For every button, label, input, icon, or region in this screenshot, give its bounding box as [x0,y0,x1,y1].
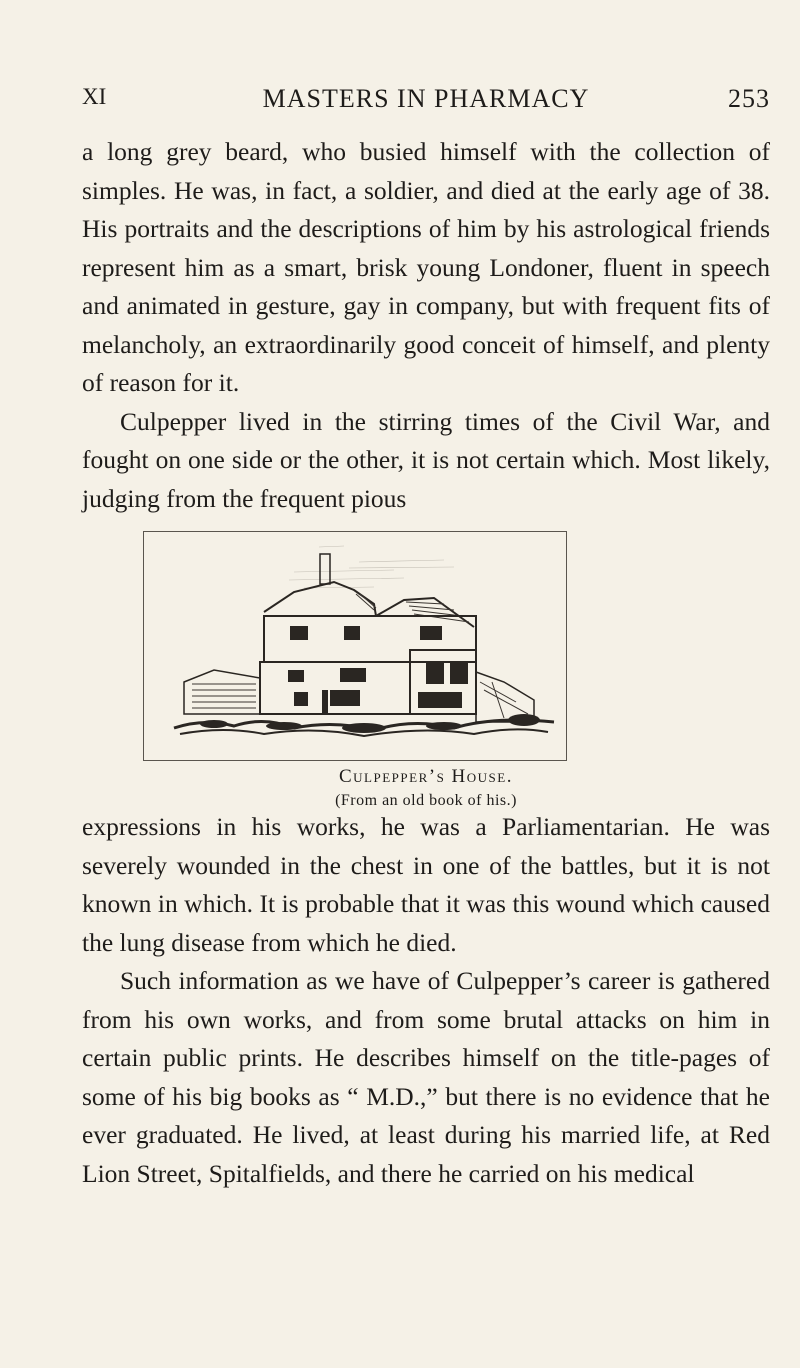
running-head [82,84,770,120]
paragraph: expressions in his works, he was a Parliamentarian. He was severely wounded in the chest in one of the battles, but it is not known in which. It is probable that it was this wound which caused the lung disease from which he died. [82,812,770,957]
body-text-top [82,133,770,518]
paragraph: Culpepper lived in the stirring times of the Civil War, and fought on one side or the other, it is not certain which. Most likely, judging from the frequent pious [82,406,770,513]
body-text-bottom [82,808,770,1193]
figure-caption: Culpepper’s House. [339,766,513,787]
house-illustration [143,531,567,761]
house-engraving [144,532,567,761]
running-title: MASTERS IN PHARMACY [262,84,590,113]
paragraph: a long grey beard, who busied himself with the collection of simples. He was, in fact, a soldier, and died at the early age of 38. His portraits and the descriptions of him by his astrological friends represent him as a smart, brisk young Londoner, fluent in speech and animated in gesture, gay in company, but with frequent fits of melancholy, an extraordinarily good conceit of himself, and plenty of reason for it. [82,137,770,397]
paragraph: Such information as we have of Culpepper’s career is gathered from his own works, and from some brutal attacks on him in certain public prints. He describes himself on the title-pages of some of his big books as “ M.D.,” but there is no evidence that he ever graduated. He lived, at least during his married life, at Red Lion Street, Spitalfields, and there he carried on his medical [82,966,770,1188]
page-number: 253 [728,84,770,113]
figure-source-note: (From an old book of his.) [335,792,517,809]
chapter-number: XI [82,84,107,109]
